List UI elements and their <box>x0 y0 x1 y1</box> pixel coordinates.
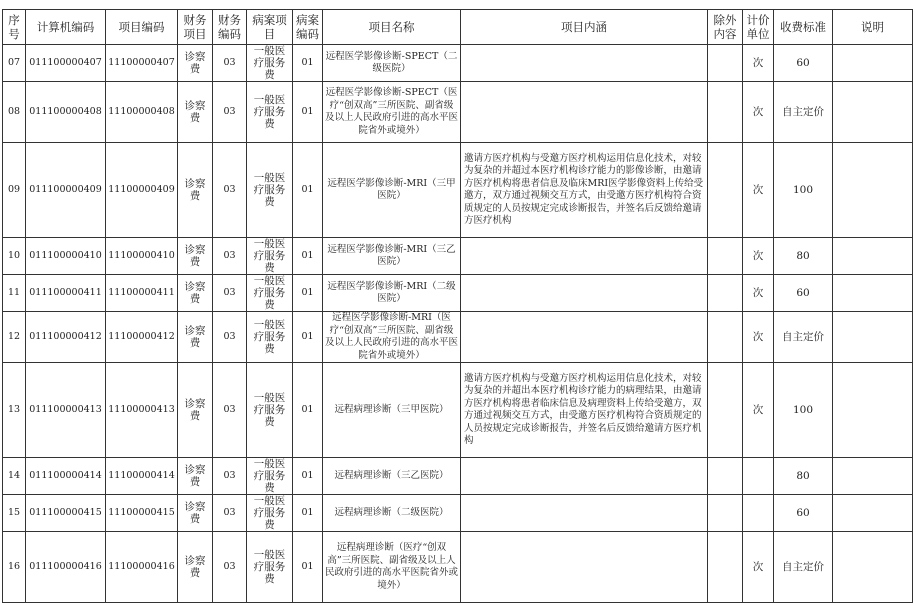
item-content-cell <box>461 495 708 532</box>
item-name-cell: 远程病理诊断（医疗“创双高”三所医院、副省级及以上人民政府引进的高水平医院省外或境外） <box>323 532 461 603</box>
case-item-cell: 一般医疗服务费 <box>247 45 293 82</box>
computer-code-cell: 011100000410 <box>26 238 106 275</box>
header-item-content: 项目内涵 <box>461 10 708 45</box>
exclusion-cell <box>708 82 743 143</box>
finance-code-cell: 03 <box>213 82 247 143</box>
finance-code-cell: 03 <box>213 312 247 363</box>
note-cell <box>833 363 913 458</box>
case-item-cell: 一般医疗服务费 <box>247 82 293 143</box>
finance-item-cell: 诊察费 <box>178 458 213 495</box>
item-content-cell: 邀请方医疗机构与受邀方医疗机构运用信息化技术，对较为复杂的并超过本医疗机构诊疗能力的影像诊断，由邀请方医疗机构将患者信息及临床MRI医学影像资料上传给受邀方，双方通过视频交互方式，由受邀方医疗机构符合资质规定的人员按规定完成诊断报告，并签名后反馈给邀请方医疗机构 <box>461 143 708 238</box>
item-content-cell: 邀请方医疗机构与受邀方医疗机构运用信息化技术，对较为复杂的并超出本医疗机构诊疗能力的病理结果，由邀请方医疗机构将患者临床信息及病理资料上传给受邀方，双方通过视频交互方式，由受邀方医疗机构符合资质规定的人员按规定完成诊断报告，并签名后反馈给邀请方医疗机构 <box>461 363 708 458</box>
header-price: 收费标准 <box>774 10 833 45</box>
item-name-cell: 远程病理诊断（二级医院） <box>323 495 461 532</box>
item-code-cell: 11100000412 <box>106 312 178 363</box>
note-cell <box>833 458 913 495</box>
exclusion-cell <box>708 143 743 238</box>
header-item-code: 项目编码 <box>106 10 178 45</box>
header-row <box>3 10 913 45</box>
item-code-cell: 11100000414 <box>106 458 178 495</box>
case-item-cell: 一般医疗服务费 <box>247 312 293 363</box>
item-content-cell <box>461 45 708 82</box>
table-row <box>3 532 913 603</box>
row-number-cell: 15 <box>3 495 26 532</box>
finance-item-cell: 诊察费 <box>178 312 213 363</box>
computer-code-cell: 011100000416 <box>26 532 106 603</box>
item-code-cell: 11100000409 <box>106 143 178 238</box>
case-item-cell: 一般医疗服务费 <box>247 238 293 275</box>
row-number-cell: 14 <box>3 458 26 495</box>
computer-code-cell: 011100000409 <box>26 143 106 238</box>
price-unit-cell: 次 <box>743 82 774 143</box>
price-unit-cell: 次 <box>743 275 774 312</box>
finance-code-cell: 03 <box>213 363 247 458</box>
case-item-cell: 一般医疗服务费 <box>247 275 293 312</box>
exclusion-cell <box>708 532 743 603</box>
price-cell: 60 <box>774 275 833 312</box>
case-code-cell: 01 <box>293 82 323 143</box>
item-content-cell <box>461 532 708 603</box>
row-number-cell: 09 <box>3 143 26 238</box>
item-content-cell <box>461 82 708 143</box>
finance-code-cell: 03 <box>213 45 247 82</box>
exclusion-cell <box>708 458 743 495</box>
finance-code-cell: 03 <box>213 275 247 312</box>
exclusion-cell <box>708 312 743 363</box>
price-cell: 60 <box>774 45 833 82</box>
item-code-cell: 11100000410 <box>106 238 178 275</box>
table-row <box>3 275 913 312</box>
finance-item-cell: 诊察费 <box>178 495 213 532</box>
computer-code-cell: 011100000415 <box>26 495 106 532</box>
row-number-cell: 11 <box>3 275 26 312</box>
price-unit-cell: 次 <box>743 363 774 458</box>
item-code-cell: 11100000408 <box>106 82 178 143</box>
finance-item-cell: 诊察费 <box>178 45 213 82</box>
case-item-cell: 一般医疗服务费 <box>247 143 293 238</box>
note-cell <box>833 238 913 275</box>
price-unit-cell: 次 <box>743 238 774 275</box>
case-code-cell: 01 <box>293 363 323 458</box>
price-cell: 80 <box>774 458 833 495</box>
case-code-cell: 01 <box>293 238 323 275</box>
note-cell <box>833 532 913 603</box>
finance-code-cell: 03 <box>213 238 247 275</box>
price-unit-cell: 次 <box>743 312 774 363</box>
price-unit-cell <box>743 495 774 532</box>
computer-code-cell: 011100000413 <box>26 363 106 458</box>
row-number-cell: 16 <box>3 532 26 603</box>
price-cell: 自主定价 <box>774 82 833 143</box>
item-content-cell <box>461 312 708 363</box>
table-row <box>3 143 913 238</box>
item-code-cell: 11100000416 <box>106 532 178 603</box>
finance-item-cell: 诊察费 <box>178 82 213 143</box>
note-cell <box>833 495 913 532</box>
finance-code-cell: 03 <box>213 495 247 532</box>
item-content-cell <box>461 275 708 312</box>
row-number-cell: 10 <box>3 238 26 275</box>
case-code-cell: 01 <box>293 275 323 312</box>
finance-item-cell: 诊察费 <box>178 238 213 275</box>
note-cell <box>833 143 913 238</box>
case-code-cell: 01 <box>293 45 323 82</box>
row-number-cell: 13 <box>3 363 26 458</box>
exclusion-cell <box>708 363 743 458</box>
row-number-cell: 07 <box>3 45 26 82</box>
note-cell <box>833 45 913 82</box>
table-row <box>3 238 913 275</box>
price-cell: 60 <box>774 495 833 532</box>
header-finance-code: 财务编码 <box>213 10 247 45</box>
exclusion-cell <box>708 275 743 312</box>
header-item-name: 项目名称 <box>323 10 461 45</box>
price-cell: 100 <box>774 143 833 238</box>
price-unit-cell: 次 <box>743 532 774 603</box>
exclusion-cell <box>708 45 743 82</box>
item-content-cell <box>461 458 708 495</box>
case-item-cell: 一般医疗服务费 <box>247 495 293 532</box>
header-case-code: 病案编码 <box>293 10 323 45</box>
case-code-cell: 01 <box>293 495 323 532</box>
computer-code-cell: 011100000411 <box>26 275 106 312</box>
price-cell: 80 <box>774 238 833 275</box>
item-name-cell: 远程医学影像诊断-MRI（三甲医院） <box>323 143 461 238</box>
computer-code-cell: 011100000414 <box>26 458 106 495</box>
finance-item-cell: 诊察费 <box>178 532 213 603</box>
case-code-cell: 01 <box>293 532 323 603</box>
header-row-number: 序号 <box>3 10 26 45</box>
header-finance-item: 财务项目 <box>178 10 213 45</box>
exclusion-cell <box>708 238 743 275</box>
finance-item-cell: 诊察费 <box>178 363 213 458</box>
finance-code-cell: 03 <box>213 458 247 495</box>
header-price-unit: 计价单位 <box>743 10 774 45</box>
table-row <box>3 312 913 363</box>
item-name-cell: 远程医学影像诊断-MRI（二级医院） <box>323 275 461 312</box>
note-cell <box>833 275 913 312</box>
item-name-cell: 远程医学影像诊断-MRI（三乙医院） <box>323 238 461 275</box>
price-unit-cell: 次 <box>743 143 774 238</box>
header-exclusion: 除外内容 <box>708 10 743 45</box>
note-cell <box>833 312 913 363</box>
case-code-cell: 01 <box>293 312 323 363</box>
price-cell: 自主定价 <box>774 312 833 363</box>
case-item-cell: 一般医疗服务费 <box>247 532 293 603</box>
item-code-cell: 11100000407 <box>106 45 178 82</box>
note-cell <box>833 82 913 143</box>
case-code-cell: 01 <box>293 143 323 238</box>
case-code-cell: 01 <box>293 458 323 495</box>
computer-code-cell: 011100000412 <box>26 312 106 363</box>
item-name-cell: 远程病理诊断（三乙医院） <box>323 458 461 495</box>
exclusion-cell <box>708 495 743 532</box>
header-computer-code: 计算机编码 <box>26 10 106 45</box>
case-item-cell: 一般医疗服务费 <box>247 458 293 495</box>
item-code-cell: 11100000413 <box>106 363 178 458</box>
table-row <box>3 363 913 458</box>
finance-code-cell: 03 <box>213 143 247 238</box>
table-row <box>3 458 913 495</box>
table-row <box>3 495 913 532</box>
table-row <box>3 45 913 82</box>
finance-code-cell: 03 <box>213 532 247 603</box>
case-item-cell: 一般医疗服务费 <box>247 363 293 458</box>
item-code-cell: 11100000411 <box>106 275 178 312</box>
table-row <box>3 82 913 143</box>
finance-item-cell: 诊察费 <box>178 143 213 238</box>
price-cell: 自主定价 <box>774 532 833 603</box>
price-unit-cell: 次 <box>743 45 774 82</box>
price-cell: 100 <box>774 363 833 458</box>
item-content-cell <box>461 238 708 275</box>
item-code-cell: 11100000415 <box>106 495 178 532</box>
header-case-item: 病案项目 <box>247 10 293 45</box>
computer-code-cell: 011100000407 <box>26 45 106 82</box>
header-note: 说明 <box>833 10 913 45</box>
price-unit-cell <box>743 458 774 495</box>
computer-code-cell: 011100000408 <box>26 82 106 143</box>
item-name-cell: 远程医学影像诊断-SPECT（二级医院） <box>323 45 461 82</box>
row-number-cell: 12 <box>3 312 26 363</box>
item-name-cell: 远程医学影像诊断-MRI（医疗“创双高”三所医院、副省级及以上人民政府引进的高水平医院省外或境外） <box>323 312 461 363</box>
fee-table <box>2 9 913 603</box>
finance-item-cell: 诊察费 <box>178 275 213 312</box>
item-name-cell: 远程医学影像诊断-SPECT（医疗“创双高”三所医院、副省级及以上人民政府引进的高水平医院省外或境外） <box>323 82 461 143</box>
row-number-cell: 08 <box>3 82 26 143</box>
item-name-cell: 远程病理诊断（三甲医院） <box>323 363 461 458</box>
